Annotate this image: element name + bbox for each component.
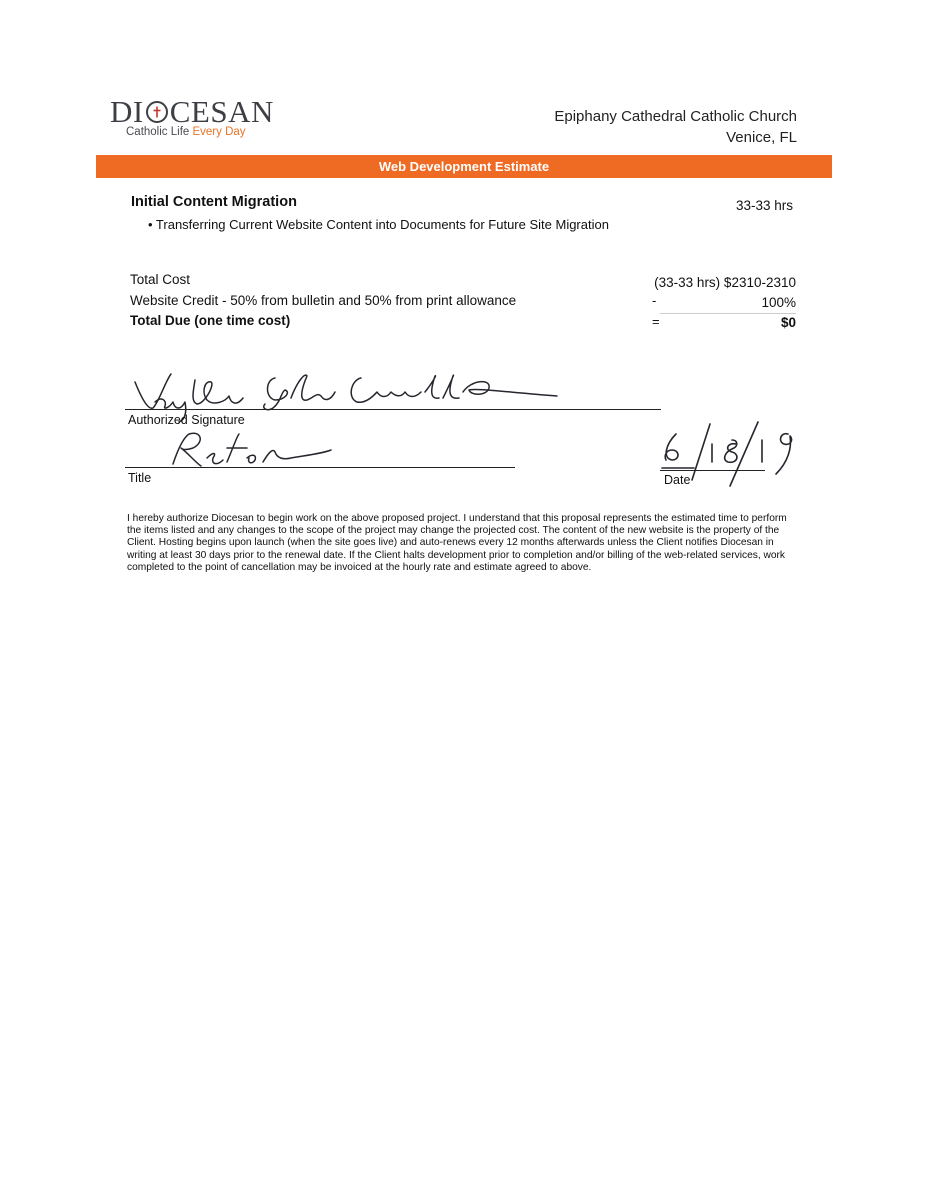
website-credit-label: Website Credit - 50% from bulletin and 50% from print allowance xyxy=(130,293,517,308)
website-credit-operator: - xyxy=(652,293,657,308)
logo-tagline xyxy=(126,126,246,138)
section-bullet-item: • Transferring Current Website Content into Documents for Future Site Migration xyxy=(148,217,609,232)
total-cost-value: (33-33 hrs) $2310-2310 xyxy=(654,275,796,290)
total-due-value: $0 xyxy=(780,315,796,330)
authorized-signature-label: Authorized Signature xyxy=(128,413,245,427)
total-cost-label: Total Cost xyxy=(130,272,191,287)
date-label: Date xyxy=(664,473,691,487)
date-line xyxy=(660,470,765,471)
client-info xyxy=(554,106,797,148)
logo-text-right: CESAN xyxy=(169,94,274,129)
total-due-operator: = xyxy=(652,314,660,329)
client-location: Venice, FL xyxy=(726,129,797,146)
authorization-terms-text: I hereby authorize Diocesan to begin work on the above proposed project. I understand that this proposal represents the estimated time to perform the items listed and any changes to the scope of the project may change the projected cost. The content of the new website is the property of the Client. Hosting begins upon launch (when the site goes live) and auto-renews every 12 months afterwards unless the Client notifies Diocesan in writing at least 30 days prior to the renewal date. If the Client halts development prior to completion and/or billing of the web-related services, work completed to the point of cancellation may be invoiced at the hourly rate and estimate agreed to above. xyxy=(127,513,787,573)
totals-divider xyxy=(660,313,796,314)
logo-text-left: DI xyxy=(110,94,144,129)
title-label: Title xyxy=(128,471,152,485)
diocesan-logo xyxy=(110,96,274,127)
authorized-signature-line xyxy=(125,409,661,410)
section-title: Initial Content Migration xyxy=(131,194,297,210)
title-line xyxy=(125,467,515,468)
estimate-banner: Web Development Estimate xyxy=(96,155,832,178)
tagline-accent: Every Day xyxy=(192,126,246,138)
total-due-label: Total Due (one time cost) xyxy=(130,313,291,328)
website-credit-value: 100% xyxy=(761,295,796,310)
logo-cross-circle-icon xyxy=(145,100,169,124)
client-name: Epiphany Cathedral Catholic Church xyxy=(554,108,797,125)
section-hours: 33-33 hrs xyxy=(735,198,793,213)
tagline-main: Catholic Life xyxy=(126,126,193,138)
